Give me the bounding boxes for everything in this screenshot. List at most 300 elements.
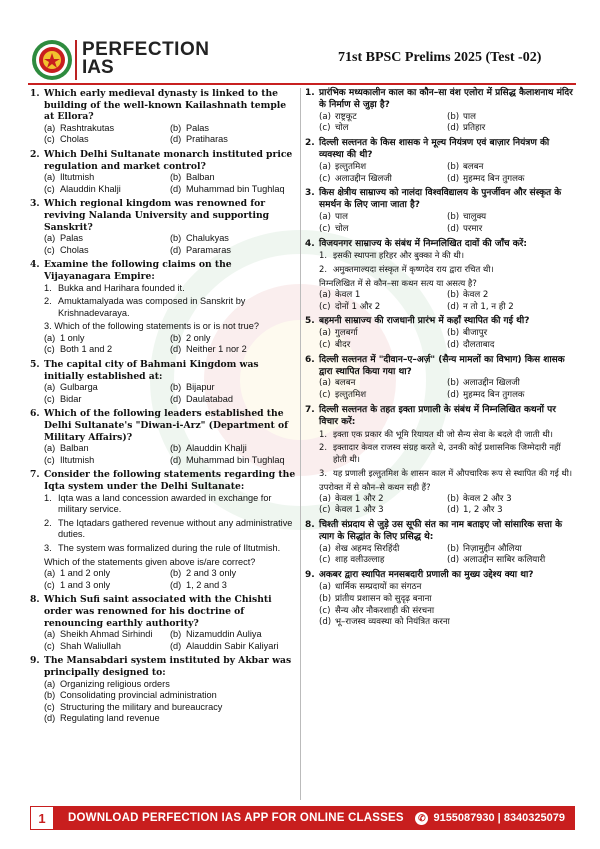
- option-letter: (c): [319, 390, 331, 401]
- question-number: 5.: [30, 359, 40, 371]
- statement-number: 1.: [319, 250, 327, 261]
- question-number: 7.: [305, 404, 315, 415]
- answer-option: [170, 629, 296, 641]
- option-letter: (c): [319, 339, 331, 350]
- statement-text: Bukka and Harihara founded it.: [58, 282, 185, 293]
- statement-number: 2.: [44, 517, 52, 528]
- statement-item: [44, 283, 296, 295]
- answer-option: [170, 568, 296, 580]
- option-text: पाल: [335, 211, 348, 222]
- answer-option: [44, 172, 170, 184]
- answer-option: [319, 390, 447, 402]
- question-prompt: Which of the statements given above is/are correct?: [44, 556, 256, 567]
- brand-line-2: IAS: [82, 57, 114, 78]
- option-letter: (a): [319, 378, 331, 389]
- option-letter: (a): [44, 332, 56, 343]
- answer-option: [44, 123, 170, 135]
- option-letter: (c): [44, 454, 55, 465]
- statement-item: [319, 264, 575, 276]
- option-text: इल्तुतमिश: [335, 390, 367, 401]
- answer-option: [44, 641, 170, 653]
- question-block: [305, 188, 575, 235]
- option-text: Gulbarga: [60, 382, 98, 393]
- answer-option: [44, 245, 170, 257]
- option-text: Palas: [186, 122, 209, 133]
- option-text: Sheikh Ahmad Sirhindi: [60, 629, 153, 640]
- option-list: [44, 629, 296, 652]
- option-text: Alauddin Sabir Kaliyari: [186, 640, 279, 651]
- question-header: [305, 239, 575, 251]
- hindi-question-column: [305, 88, 575, 632]
- question-header: [305, 316, 575, 328]
- option-letter: (d): [170, 393, 182, 404]
- statement-list: [44, 493, 296, 555]
- question-block: [305, 355, 575, 402]
- option-letter: (b): [170, 233, 182, 244]
- option-letter: (a): [44, 382, 56, 393]
- answer-option: [447, 112, 575, 124]
- answer-option: [319, 212, 447, 224]
- option-text: प्रतिहार: [463, 123, 486, 134]
- option-letter: (a): [44, 233, 56, 244]
- statement-text: इसकी स्थापना हरिहर और बुक्का ने की थी।: [333, 250, 464, 261]
- option-letter: (b): [447, 493, 460, 504]
- question-header: [30, 469, 296, 492]
- option-letter: (a): [44, 122, 56, 133]
- answer-option: [44, 382, 170, 394]
- option-letter: (b): [447, 111, 460, 122]
- option-text: धार्मिक सम्प्रदायों का संगठन: [335, 582, 422, 593]
- option-text: Daulatabad: [186, 393, 233, 404]
- option-text: Regulating land revenue: [60, 713, 160, 724]
- option-letter: (a): [319, 161, 331, 172]
- statement-list: [44, 283, 296, 320]
- question-number: 9.: [30, 655, 40, 667]
- option-list: [319, 328, 575, 352]
- question-block: [305, 570, 575, 629]
- statement-item: [44, 543, 296, 555]
- option-text: Balban: [60, 443, 89, 454]
- answer-option: [319, 328, 447, 340]
- option-letter: (b): [170, 568, 182, 579]
- answer-option: [170, 123, 296, 135]
- option-letter: (d): [447, 223, 460, 234]
- option-letter: (c): [44, 244, 55, 255]
- option-letter: (d): [447, 390, 460, 401]
- question-text: किस क्षेत्रीय साम्राज्य को नालंदा विश्वविद्यालय के पुनर्जीवन और संस्कृत के समर्थन के लिए जाना जाता है?: [319, 188, 562, 211]
- statement-text: The system was formalized during the rule of Iltutmish.: [58, 542, 281, 553]
- header-rule: [28, 83, 576, 85]
- option-letter: (b): [447, 211, 460, 222]
- answer-option: [170, 443, 296, 455]
- question-header: [30, 408, 296, 443]
- statement-text: अमुक्तमाल्यदा संस्कृत में कृष्णदेव राय द्वारा रचित थी।: [333, 264, 494, 275]
- option-text: 1 only: [60, 332, 85, 343]
- option-text: अलाउद्दीन खिलजी: [335, 173, 392, 184]
- option-letter: (c): [44, 701, 55, 712]
- answer-option: [319, 224, 447, 236]
- option-letter: (c): [319, 605, 331, 616]
- answer-option: [447, 494, 575, 506]
- question-text: विजयनगर साम्राज्य के संबंध में निम्नलिखित दावों की जाँच करें:: [319, 238, 527, 249]
- answer-option: [319, 174, 447, 186]
- option-letter: (c): [319, 555, 331, 566]
- option-text: बलबन: [335, 378, 356, 389]
- question-block: [30, 594, 296, 652]
- answer-option: [44, 679, 296, 691]
- statement-number: 3.: [44, 542, 52, 553]
- question-text: Which Delhi Sultanate monarch instituted price regulation and market control?: [44, 148, 293, 172]
- question-text: अकबर द्वारा स्थापित मनसबदारी प्रणाली का मुख्य उद्देश्य क्या था?: [319, 570, 534, 581]
- option-letter: (b): [447, 328, 460, 339]
- question-text: Consider the following statements regarding the Iqta system under the Delhi Sultanate:: [44, 469, 296, 492]
- question-text: दिल्ली सल्तनत में "दीवान–ए–अर्ज़" (सैन्य मामलों का विभाग) किस शासक द्वारा स्थापित किया गया था?: [319, 354, 565, 377]
- answer-option: [447, 378, 575, 390]
- option-letter: (d): [447, 123, 460, 134]
- option-text: Muhammad bin Tughlaq: [186, 454, 285, 465]
- option-letter: (b): [170, 332, 182, 343]
- answer-option: [319, 594, 575, 606]
- answer-option: [319, 112, 447, 124]
- option-letter: (b): [447, 378, 460, 389]
- question-number: 7.: [30, 469, 40, 481]
- option-text: गुलबर्गा: [335, 328, 358, 339]
- option-letter: (c): [44, 393, 55, 404]
- answer-option: [319, 555, 447, 567]
- answer-option: [319, 378, 447, 390]
- option-letter: (d): [170, 244, 182, 255]
- page-footer: [30, 806, 575, 830]
- answer-option: [319, 123, 447, 135]
- option-letter: (c): [319, 301, 331, 312]
- perfection-ias-logo-icon: [30, 38, 74, 82]
- option-list: [319, 212, 575, 236]
- statement-number: 3.: [319, 467, 327, 478]
- option-text: चोल: [335, 123, 349, 134]
- option-text: निज़ामुद्दीन औलिया: [463, 543, 522, 554]
- statement-item: [44, 296, 296, 319]
- option-text: इल्तुतमिश: [335, 161, 367, 172]
- question-block: [30, 469, 296, 591]
- answer-option: [44, 580, 170, 592]
- option-text: मुहम्मद बिन तुगलक: [463, 173, 525, 184]
- option-text: चोल: [335, 223, 349, 234]
- option-text: Cholas: [60, 134, 89, 145]
- option-text: Shah Waliullah: [60, 640, 121, 651]
- question-number: 2.: [30, 148, 40, 160]
- answer-option: [447, 302, 575, 314]
- phone-contact: [415, 812, 565, 825]
- option-text: बीदर: [335, 339, 351, 350]
- option-list: [44, 123, 296, 146]
- question-text: Which regional kingdom was renowned for reviving Nalanda University and supporting Sanskrit?: [44, 198, 270, 233]
- statement-number: 1.: [44, 492, 52, 503]
- statement-item: [319, 429, 575, 441]
- option-letter: (a): [319, 493, 331, 504]
- option-letter: (d): [170, 640, 182, 651]
- question-header: [30, 359, 296, 382]
- option-letter: (d): [170, 183, 182, 194]
- option-letter: (a): [319, 211, 331, 222]
- option-text: अलाउद्दीन खिलजी: [463, 378, 520, 389]
- question-text: प्रारंभिक मध्यकालीन काल का कौन–सा वंश एलोरा में प्रसिद्ध कैलाशनाथ मंदिर के निर्माण से जुड़ा है?: [319, 88, 573, 110]
- question-header: [30, 594, 296, 629]
- option-list: [319, 162, 575, 186]
- phone-icon: ✆: [415, 812, 428, 825]
- option-text: सैन्य और नौकरशाही की संरचना: [335, 605, 435, 616]
- option-text: Iltutmish: [60, 454, 95, 465]
- question-block: [30, 655, 296, 725]
- option-letter: (c): [319, 505, 331, 516]
- answer-option: [447, 390, 575, 402]
- option-text: पाल: [463, 111, 476, 122]
- option-text: केवल 1 और 2: [335, 493, 384, 504]
- option-text: केवल 1 और 3: [335, 505, 384, 516]
- question-text: दिल्ली सल्तनत के किस शासक ने मूल्य नियंत्रण एवं बाज़ार नियंत्रण की व्यवस्था की थी?: [319, 138, 550, 160]
- statement-text: इक्तादार केवल राजस्व संग्रह करते थे, उनकी कोई प्रशासनिक जिम्मेदारी नहीं होती थी।: [333, 442, 561, 465]
- question-block: [305, 520, 575, 567]
- answer-option: [44, 629, 170, 641]
- answer-option: [44, 455, 170, 467]
- option-letter: (c): [44, 344, 55, 355]
- question-header: [30, 198, 296, 233]
- option-list: [319, 544, 575, 568]
- question-block: [305, 138, 575, 185]
- statement-number: 2.: [319, 442, 327, 453]
- option-letter: (a): [44, 629, 56, 640]
- column-divider: [300, 88, 301, 800]
- statement-number: 1.: [319, 428, 327, 439]
- option-text: Iltutmish: [60, 172, 95, 183]
- answer-option: [319, 162, 447, 174]
- question-number: 6.: [305, 354, 315, 365]
- answer-option: [170, 455, 296, 467]
- option-list: [44, 172, 296, 195]
- option-list: [319, 112, 575, 136]
- statement-text: The Iqtadars gathered revenue without any administrative duties.: [58, 517, 293, 540]
- option-text: बीजापुर: [463, 328, 488, 339]
- answer-option: [170, 580, 296, 592]
- option-text: केवल 2 और 3: [463, 493, 512, 504]
- answer-option: [170, 233, 296, 245]
- statement-number: 2.: [44, 296, 52, 307]
- question-number: 4.: [305, 238, 315, 249]
- option-text: Neither 1 nor 2: [186, 344, 247, 355]
- answer-option: [170, 134, 296, 146]
- question-header: [305, 355, 575, 379]
- option-text: Muhammad bin Tughlaq: [186, 183, 285, 194]
- question-header: [30, 149, 296, 172]
- answer-option: [319, 494, 447, 506]
- question-header: [30, 88, 296, 123]
- option-text: प्रांतीय प्रशासन को सुदृढ़ बनाना: [335, 593, 432, 604]
- option-text: परमार: [463, 223, 483, 234]
- question-block: [30, 359, 296, 405]
- question-text: Which of the following leaders established the Delhi Sultanate's "Diwan-i-Arz" (Department of Military Affairs)?: [44, 408, 289, 443]
- question-text: चिश्ती संप्रदाय से जुड़े उस सूफी संत का नाम बताइए जो सांसारिक सत्ता के त्याग के सिद्धांत के लिए प्रसिद्ध थे:: [319, 520, 563, 542]
- answer-option: [44, 690, 296, 702]
- answer-option: [170, 245, 296, 257]
- question-number: 4.: [30, 259, 40, 271]
- question-header: [30, 259, 296, 282]
- option-text: दोनों 1 और 2: [335, 301, 381, 312]
- question-text: The capital city of Bahmani Kingdom was initially established at:: [44, 359, 259, 382]
- option-letter: (d): [447, 505, 460, 516]
- answer-option: [319, 544, 447, 556]
- answer-option: [319, 606, 575, 618]
- option-text: न तो 1, न ही 2: [463, 301, 514, 312]
- answer-option: [319, 582, 575, 594]
- option-letter: (a): [319, 543, 331, 554]
- option-letter: (d): [170, 344, 182, 355]
- question-prompt: निम्नलिखित में से कौन–सा कथन सत्य या असत्य है?: [319, 277, 477, 288]
- answer-option: [319, 302, 447, 314]
- phone-numbers: 9155087930 | 8340325079: [433, 812, 565, 824]
- question-header: [305, 138, 575, 162]
- option-text: केवल 1: [335, 289, 361, 300]
- question-block: [30, 149, 296, 195]
- english-question-column: [30, 88, 296, 728]
- option-letter: (b): [319, 593, 332, 604]
- option-letter: (b): [447, 161, 460, 172]
- question-block: [305, 316, 575, 351]
- answer-option: [44, 702, 296, 714]
- header-divider: [75, 40, 77, 80]
- option-text: दौलताबाद: [463, 339, 495, 350]
- option-text: Cholas: [60, 244, 89, 255]
- option-list: [44, 568, 296, 591]
- question-number: 3.: [305, 188, 315, 199]
- answer-option: [44, 333, 170, 345]
- option-text: 1, 2 और 3: [463, 505, 503, 516]
- option-letter: (b): [170, 443, 182, 454]
- option-text: शेख अहमद सिरहिंदी: [335, 543, 400, 554]
- question-header: [305, 570, 575, 582]
- option-text: बलबन: [463, 161, 484, 172]
- question-number: 8.: [305, 520, 315, 531]
- answer-option: [447, 505, 575, 517]
- option-letter: (d): [170, 454, 182, 465]
- option-text: Palas: [60, 233, 83, 244]
- question-text: Which early medieval dynasty is linked to the building of the well-known Kailashnath temple at Ellora?: [44, 88, 287, 123]
- answer-option: [447, 162, 575, 174]
- question-text: बहमनी साम्राज्य की राजधानी प्रारंभ में कहाँ स्थापित की गई थी?: [319, 316, 530, 327]
- statement-item: [44, 493, 296, 516]
- question-text: Which Sufi saint associated with the Chishti order was renowned for his doctrine of renouncing earthly authority?: [44, 594, 272, 629]
- statement-item: [319, 250, 575, 262]
- question-block: [305, 88, 575, 135]
- option-letter: (d): [44, 713, 56, 724]
- option-text: मुहम्मद बिन तुगलक: [463, 390, 525, 401]
- option-letter: (c): [44, 640, 55, 651]
- statement-text: Iqta was a land concession awarded in exchange for military service.: [58, 492, 272, 515]
- option-letter: (b): [170, 172, 182, 183]
- answer-option: [319, 617, 575, 629]
- answer-option: [319, 340, 447, 352]
- option-text: अलाउद्दीन साबिर कलियारी: [463, 555, 546, 566]
- question-text: The Mansabdari system instituted by Akbar was principally designed to:: [44, 655, 292, 678]
- question-prompt: उपरोक्त में से कौन–से कथन सही हैं?: [319, 481, 431, 492]
- answer-option: [44, 184, 170, 196]
- option-letter: (b): [447, 543, 460, 554]
- option-letter: (b): [44, 690, 56, 701]
- statement-number: 1.: [44, 282, 52, 293]
- option-text: Structuring the military and bureaucracy: [60, 701, 223, 712]
- option-list: [319, 582, 575, 629]
- question-number: 9.: [305, 570, 315, 581]
- question-text: दिल्ली सल्तनत के तहत इक्ता प्रणाली के संबंध में निम्नलिखित कथनों पर विचार करें:: [319, 404, 556, 427]
- brand-name: [82, 41, 209, 77]
- option-list: [319, 378, 575, 402]
- option-list: [319, 290, 575, 314]
- question-number: 5.: [305, 316, 315, 327]
- answer-option: [44, 443, 170, 455]
- answer-option: [170, 344, 296, 356]
- question-block: [30, 408, 296, 466]
- option-text: Consolidating provincial administration: [60, 690, 217, 701]
- option-text: Nizamuddin Auliya: [186, 629, 262, 640]
- option-letter: (a): [44, 443, 56, 454]
- question-number: 1.: [30, 88, 40, 99]
- answer-option: [44, 394, 170, 406]
- option-letter: (a): [319, 582, 331, 593]
- option-text: Bidar: [60, 393, 82, 404]
- option-text: Paramaras: [186, 244, 231, 255]
- option-text: Rashtrakutas: [60, 122, 115, 133]
- answer-option: [447, 174, 575, 186]
- option-letter: (c): [319, 223, 331, 234]
- answer-option: [170, 382, 296, 394]
- option-letter: (a): [319, 328, 331, 339]
- option-letter: (a): [319, 289, 331, 300]
- option-text: चालुक्य: [463, 211, 487, 222]
- question-number: 2.: [305, 138, 315, 149]
- option-text: 1 and 2 only: [60, 568, 111, 579]
- brand-line-1: PERFECTION: [82, 39, 210, 60]
- option-letter: (d): [447, 339, 460, 350]
- question-header: [30, 655, 296, 678]
- statement-text: इक्ता एक प्रकार की भूमि रियायत थी जो सैन्य सेवा के बदले दी जाती थी।: [333, 428, 553, 439]
- option-text: 1, 2 and 3: [186, 579, 227, 590]
- question-number: 3.: [30, 198, 40, 210]
- question-block: [30, 259, 296, 356]
- answer-option: [170, 184, 296, 196]
- option-letter: (d): [170, 134, 182, 145]
- option-text: Pratiharas: [186, 134, 228, 145]
- option-letter: (b): [170, 629, 182, 640]
- answer-option: [447, 212, 575, 224]
- option-letter: (a): [44, 172, 56, 183]
- question-header: [305, 405, 575, 429]
- question-block: [30, 88, 296, 146]
- answer-option: [170, 333, 296, 345]
- statement-item: [319, 442, 575, 466]
- answer-option: [447, 290, 575, 302]
- option-text: शाह वलीउल्लाह: [335, 555, 385, 566]
- option-list: [319, 494, 575, 518]
- option-letter: (c): [44, 134, 55, 145]
- question-block: [305, 405, 575, 517]
- answer-option: [44, 134, 170, 146]
- option-text: 1 and 3 only: [60, 579, 111, 590]
- question-number: 1.: [305, 88, 315, 98]
- answer-option: [44, 713, 296, 725]
- page-number: 1: [30, 806, 54, 830]
- option-letter: (d): [447, 555, 460, 566]
- option-letter: (a): [319, 111, 331, 122]
- option-text: Alauddin Khalji: [186, 443, 247, 454]
- option-letter: (c): [44, 579, 55, 590]
